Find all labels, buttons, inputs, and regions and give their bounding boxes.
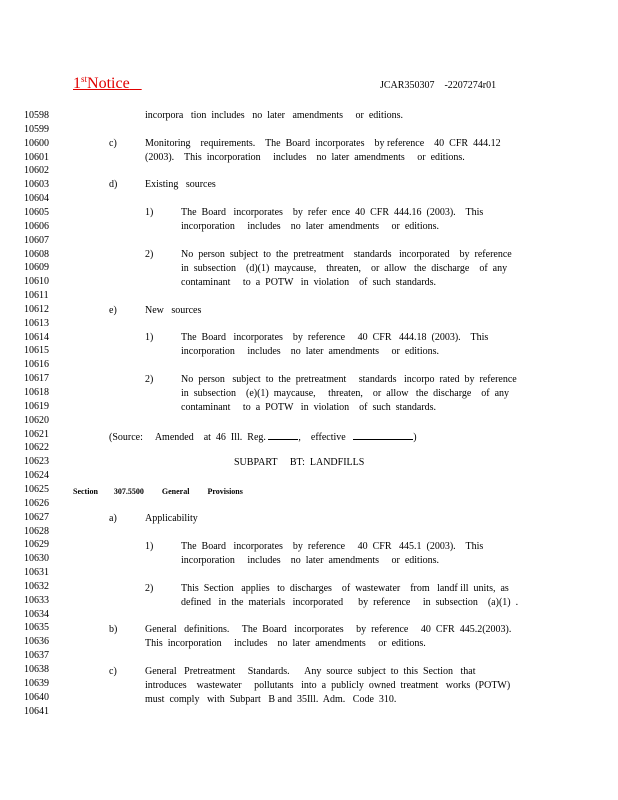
line-number: 10610 <box>24 276 49 288</box>
source-note: (Source: Amended at 46 Ill. Reg. , effective ) <box>109 432 417 443</box>
line-number: 10604 <box>24 193 49 205</box>
line-number: 10598 <box>24 110 49 121</box>
line-number: 10605 <box>24 206 49 218</box>
text-line: Monitoring requirements. The Board incorporates by reference 40 CFR 444.12 <box>145 138 501 149</box>
item-label-c: c) <box>109 666 117 677</box>
text-line: incorporation includes no later amendments or editions. <box>181 346 439 357</box>
line-number: 10619 <box>24 400 49 412</box>
line-number: 10641 <box>24 705 49 717</box>
text-line: in subsection (e)(1) maycause, threaten, or allow the discharge of any <box>181 388 510 399</box>
line-number: 10622 <box>24 442 49 454</box>
line-number: 10629 <box>24 539 49 551</box>
line-number: 10638 <box>24 664 49 675</box>
text-line: This incorporation includes no later amendments or editions. <box>145 638 426 649</box>
text-line: No person subject to the pretreatment standards incorpo rated by reference <box>181 374 517 385</box>
line-number: 10633 <box>24 594 49 606</box>
text-line: defined in the materials incorporated by reference in subsection (a)(1) . <box>181 597 519 608</box>
item-label-a: a) <box>109 513 117 524</box>
text-line: contaminant to a POTW in violation of such standards. <box>181 277 437 288</box>
line-number: 10625 <box>24 483 49 495</box>
line-number: 10616 <box>24 359 49 371</box>
line-number: 10601 <box>24 151 49 163</box>
text-line: No person subject to the pretreatment standards incorporated by reference <box>181 249 512 260</box>
line-number: 10608 <box>24 248 49 260</box>
reg-blank <box>268 431 298 440</box>
line-number: 10635 <box>24 622 49 634</box>
item-label-e: e) <box>109 305 117 316</box>
text-line: in subsection (d)(1) maycause, threaten, or allow the discharge of any <box>181 263 508 274</box>
line-number: 10621 <box>24 428 49 440</box>
line-number: 10612 <box>24 303 49 315</box>
line-number: 10627 <box>24 511 49 523</box>
subitem-label: 1) <box>145 207 154 218</box>
line-number: 10620 <box>24 414 49 426</box>
text-line: General Pretreatment Standards. Any source subject to this Section that <box>145 666 476 677</box>
line-number: 10631 <box>24 567 49 578</box>
line-number: 10630 <box>24 553 49 565</box>
item-heading: Existing sources <box>145 179 216 190</box>
subpart-heading: SUBPART BT: LANDFILLS <box>234 457 365 468</box>
line-number: 10623 <box>24 456 49 468</box>
item-label-b: b) <box>109 624 118 635</box>
line-number: 10615 <box>24 345 49 357</box>
line-number: 10634 <box>24 608 49 620</box>
text-line: The Board incorporates by reference 40 CFR 444.18 (2003). This <box>181 332 489 343</box>
line-number: 10636 <box>24 636 49 648</box>
section-heading: Section 307.5500 General Provisions <box>73 487 243 496</box>
date-blank <box>353 431 413 440</box>
text-line: The Board incorporates by reference 40 CFR 445.1 (2003). This <box>181 541 484 552</box>
line-number: 10600 <box>24 137 49 149</box>
line-number: 10606 <box>24 220 49 232</box>
text-line: The Board incorporates by refer ence 40 CFR 444.16 (2003). This <box>181 207 484 218</box>
jcar-code: JCAR350307 -2207274r01 <box>380 80 497 91</box>
text-line: incorpora tion includes no later amendments or editions. <box>145 110 403 121</box>
subitem-label: 2) <box>145 374 154 385</box>
text-line: contaminant to a POTW in violation of such standards. <box>181 402 437 413</box>
line-number: 10609 <box>24 262 49 274</box>
text-line: must comply with Subpart B and 35Ill. Adm. Code 310. <box>145 694 397 705</box>
text-line: General definitions. The Board incorporates by reference 40 CFR 445.2(2003). <box>145 624 512 635</box>
line-number: 10624 <box>24 470 49 482</box>
subitem-label: 1) <box>145 332 154 343</box>
line-number: 10603 <box>24 179 49 191</box>
item-heading: Applicability <box>145 513 198 524</box>
line-number: 10618 <box>24 387 49 398</box>
subitem-label: 1) <box>145 541 154 552</box>
line-number: 10617 <box>24 373 49 385</box>
text-line: introduces wastewater pollutants into a publicly owned treatment works (POTW) <box>145 680 511 691</box>
line-number: 10637 <box>24 650 49 662</box>
text-line: incorporation includes no later amendments or editions. <box>181 555 439 566</box>
line-number: 10632 <box>24 580 49 592</box>
text-line: This Section applies to discharges of wastewater from landf ill units, as <box>181 583 509 594</box>
line-number: 10607 <box>24 234 49 246</box>
subitem-label: 2) <box>145 249 154 260</box>
item-label-c: c) <box>109 138 117 149</box>
line-number: 10602 <box>24 165 49 177</box>
subitem-label: 2) <box>145 583 154 594</box>
item-heading: New sources <box>145 305 202 316</box>
line-number: 10611 <box>24 290 49 301</box>
line-number: 10599 <box>24 123 49 135</box>
line-number: 10628 <box>24 525 49 537</box>
line-number: 10613 <box>24 317 49 329</box>
text-line: incorporation includes no later amendments or editions. <box>181 221 439 232</box>
item-label-d: d) <box>109 179 118 190</box>
notice-heading: 1stNotice <box>73 74 130 92</box>
text-line: (2003). This incorporation includes no later amendments or editions. <box>145 152 465 163</box>
line-number: 10640 <box>24 691 49 703</box>
line-number: 10614 <box>24 331 49 343</box>
line-number: 10639 <box>24 677 49 689</box>
line-number: 10626 <box>24 497 49 509</box>
